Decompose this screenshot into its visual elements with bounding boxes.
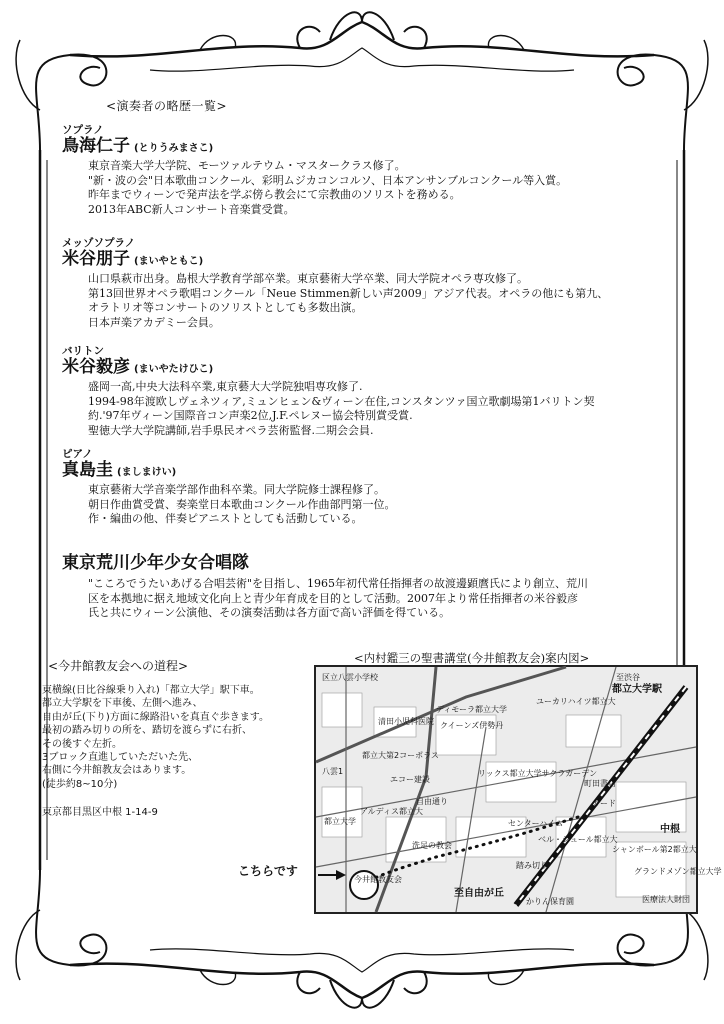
map-label: 踏み切り [516, 861, 548, 870]
map-title: <内村鑑三の聖書講堂(今井館教友会)案内図> [354, 651, 590, 665]
performer-profile [62, 345, 674, 438]
venue-address: 東京都目黒区中根 1-14-9 [42, 807, 158, 819]
performer-bio [88, 483, 674, 527]
route-line: 東横線(日比谷線乗り入れ)「都立大学」駅下車。 [42, 685, 260, 696]
route-line: 最初の踏み切りの所を、踏切を渡らずに右折、 [42, 725, 252, 737]
bio-line: 東京音楽大学大学院、モーツァルテウム・マスタークラス修了。 [88, 159, 406, 172]
map-label: 都立大学 [324, 817, 356, 826]
route-line: 都立大学駅を下車後、左側へ進み、 [42, 698, 203, 710]
bio-line: 2013年ABC新人コンサート音楽賞受賞。 [88, 202, 295, 216]
bio-line: オラトリオ等コンサートのソリストとしても多数出演。 [88, 301, 363, 315]
bio-line: 朝日作曲賞受賞、奏楽堂日本歌曲コンクール作曲部門第一位。 [88, 497, 396, 511]
map-label: 中根 [660, 824, 680, 835]
performer-bio [88, 272, 674, 330]
performer-profile [62, 124, 674, 217]
map-label: ベル・ジュール都立大 [538, 835, 618, 844]
performer-kana: (まいやともこ) [134, 256, 204, 267]
map-label: 八雲1 [322, 767, 344, 776]
route-line: その後すぐ左折。 [42, 738, 122, 750]
choir-line: 氏と共にウィーン公演他、その演奏活動は各方面で高い評価を得ている。 [88, 606, 451, 620]
route-title: <今井館教友会への道程> [48, 659, 189, 673]
map-label: グランドメゾン都立大学 [634, 867, 722, 876]
map-label: 自由通り [416, 797, 448, 806]
choir-description [88, 577, 682, 621]
performer-profile [62, 237, 674, 330]
voice-part: バリトン [62, 345, 104, 357]
bio-line: 作・編曲の他、伴奏ピアニストとしても活動している。 [88, 512, 363, 526]
route-line: 右側に今井館教友会はあります。 [42, 765, 192, 777]
bio-line: 1994-98年渡欧しヴェネツィア,ミュンヒェン&ヴィーン在住,コンスタンツァ国立歌劇場第1バリトン契 [88, 394, 595, 408]
map-label: アルディス都立大 [360, 807, 424, 816]
performer-kana: (まいやたけひこ) [134, 364, 214, 375]
map-label: シャンボール第2都立大 [612, 845, 697, 854]
map-label: 都立大学駅 [612, 684, 662, 695]
performer-name: 米谷毅彦 [62, 357, 130, 377]
map-label: かりん保育園 [526, 897, 574, 906]
map-label: 今井館教友会 [354, 875, 402, 884]
performer-name: 米谷朋子 [62, 249, 130, 269]
performer-bio [88, 380, 674, 438]
voice-part: ピアノ [62, 448, 93, 460]
choir-line: 区を本拠地に据え地域文化向上と青少年育成を目的として活動。2007年より常任指揮者の米谷毅彦 [88, 591, 578, 605]
map-label: ディモーラ都立大学 [436, 705, 508, 714]
bio-line: "新・波の会"日本歌曲コンクール、彩明ムジカコンコルソ、日本アンサンブルコンクール等入賞。 [88, 173, 568, 187]
choir-name: 東京荒川少年少女合唱隊 [62, 553, 249, 573]
route-line: 自由が丘(下り)方面に線路沿いを真直ぐ歩きます。 [42, 711, 270, 723]
route-directions [42, 657, 304, 818]
performer-bio [88, 159, 674, 217]
bio-line: 東京藝術大学音楽学部作曲科卒業。同大学院修士課程修了。 [88, 483, 385, 496]
map-label: クイーンズ伊勢丹 [440, 721, 504, 730]
access-map [314, 665, 722, 914]
bio-line: 約.'97年ヴィーン国際音コン声楽2位,J.F.ペレヌー協会特別賞受賞. [88, 409, 413, 423]
performer-kana: (ましまけい) [117, 467, 177, 478]
bio-line: 聖徳大学大学院講師,岩手県民オペラ芸術監督.二期会会員. [88, 423, 374, 437]
map-label: リックス都立大学サクラガーデン [478, 769, 598, 778]
choir-line: "こころでうたいあげる合唱芸術"を目指し、1965年初代常任指揮者の故渡邊顕麿氏により創立、荒川 [88, 577, 589, 590]
arrow-right-icon [318, 868, 348, 882]
route-line: 3ブロック直進していただいた先、 [42, 752, 199, 764]
map-label: 区立八雲小学校 [322, 673, 378, 682]
performer-name: 鳥海仁子 [62, 136, 130, 156]
map-label: 至渋谷 [616, 673, 640, 682]
map-label: ユーカリハイツ都立大 [536, 697, 616, 706]
performer-profile [62, 448, 674, 527]
voice-part: メッゾソプラノ [62, 237, 136, 249]
venue-pointer-label: こちらです [238, 864, 298, 878]
bio-line: 第13回世界オペラ歌唱コンクール「Neue Stimmen新しい声2009」アジア代表。オペラの他にも第九、 [88, 286, 609, 300]
bio-line: 山口県萩市出身。島根大学教育学部卒業。東京藝術大学卒業、同大学院オペラ専攻修了。 [88, 272, 528, 285]
bio-line: 盛岡一高,中央大法科卒業,東京藝大大学院独唱専攻修了. [88, 380, 363, 393]
voice-part: ソプラノ [62, 124, 104, 136]
map-label: 清田小児科医院 [378, 717, 434, 726]
map-label: 町田書店 [584, 779, 616, 788]
map-label: ガード [592, 799, 616, 808]
route-line: (徒歩約8~10分) [42, 778, 118, 790]
performer-kana: (とりうみまさこ) [134, 143, 214, 154]
performers-heading: <演奏者の略歴一覧> [106, 99, 228, 113]
performer-name: 真島圭 [62, 460, 113, 480]
map-label: エコー建設 [390, 775, 430, 784]
bio-line: 日本声楽アカデミー会員。 [88, 315, 220, 329]
map-label: 至自由が丘 [454, 888, 504, 899]
bio-line: 昨年までウィーンで発声法を学ぶ傍ら教会にて宗教曲のソリストを務める。 [88, 188, 461, 202]
route-steps [42, 684, 304, 791]
map-label: 洗足の教会 [412, 841, 452, 850]
map-label: センターハイム [508, 819, 564, 828]
choir-section [62, 552, 682, 621]
map-label: 医療法人財団 [642, 895, 690, 904]
map-label: 都立大第2コーポラス [362, 751, 439, 760]
